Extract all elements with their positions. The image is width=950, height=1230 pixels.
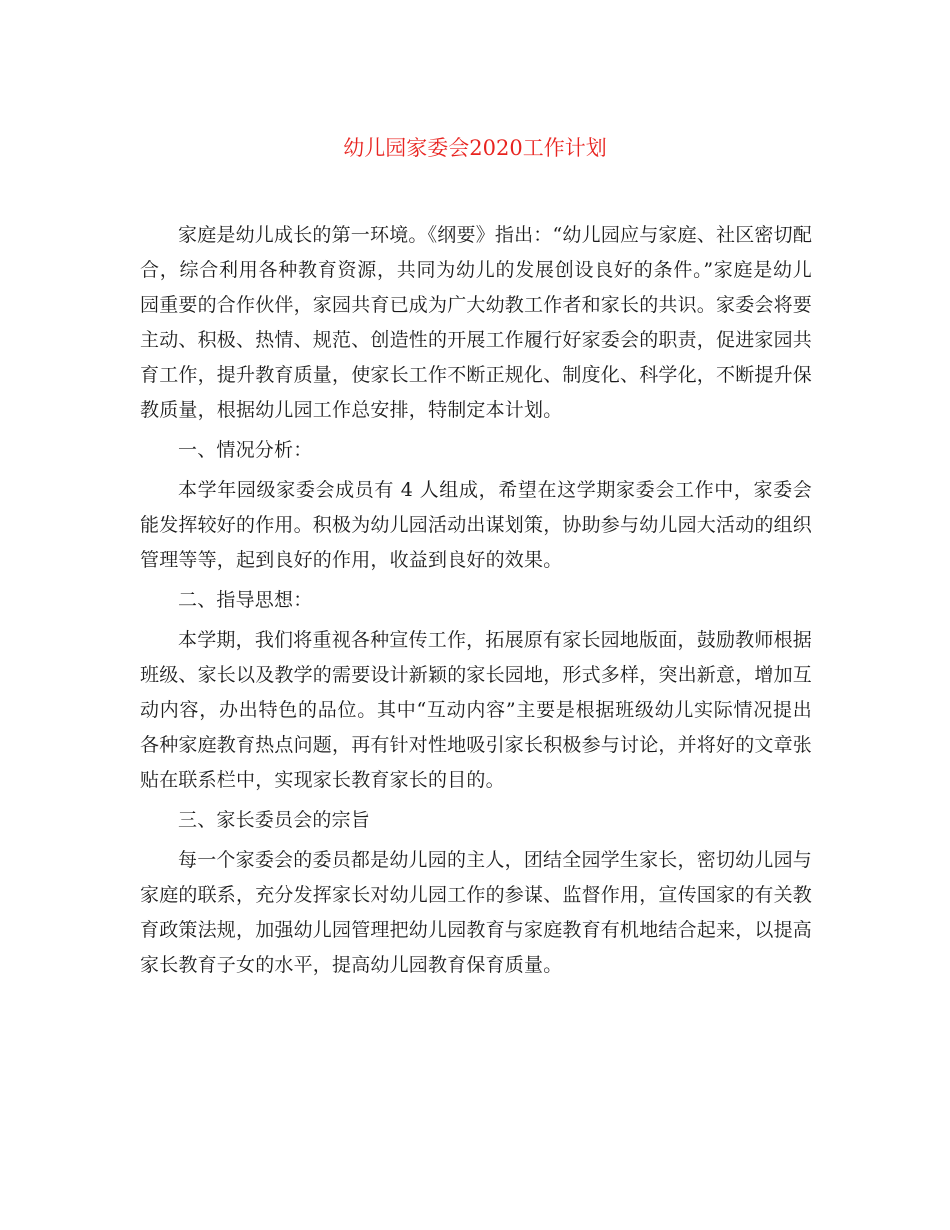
paragraph-committee-purpose: 每一个家委会的委员都是幼儿园的主人，团结全园学生家长，密切幼儿园与家庭的联系，充分发挥家长对幼儿园工作的参谋、监督作用，宣传国家的有关教育政策法规，加强幼儿园管理把幼儿园教育与家庭教育有机地结合起来，以提高家长教育子女的水平，提高幼儿园教育保育质量。: [140, 849, 813, 976]
heading-situation-analysis: 一、情况分析：: [178, 439, 313, 461]
heading-guiding-thought: 二、指导思想：: [178, 589, 313, 611]
paragraph-intro: 家庭是幼儿成长的第一环境。《纲要》指出：“幼儿园应与家庭、社区密切配合，综合利用各种教育资源，共同为幼儿的发展创设良好的条件。”家庭是幼儿园重要的合作伙伴，家园共育已成为广大幼教工作者和家长的共识。家委会将要主动、积极、热情、规范、创造性的开展工作履行好家委会的职责，促进家园共育工作，提升教育质量，使家长工作不断正规化、制度化、科学化，不断提升保教质量，根据幼儿园工作总安排，特制定本计划。: [140, 224, 813, 421]
document-body: [140, 218, 812, 988]
paragraph-situation-analysis: 本学年园级家委会成员有 4 人组成，希望在这学期家委会工作中，家委会能发挥较好的作用。积极为幼儿园活动出谋划策，协助参与幼儿园大活动的组织管理等等，起到良好的作用，收益到良好的效果。: [140, 479, 813, 571]
paragraph-guiding-thought: 本学期，我们将重视各种宣传工作，拓展原有家长园地版面，鼓励教师根据班级、家长以及教学的需要设计新颖的家长园地，形式多样，突出新意，增加互动内容，办出特色的品位。其中“互动内容”主要是根据班级幼儿实际情况提出各种家庭教育热点问题，再有针对性地吸引家长积极参与讨论，并将好的文章张贴在联系栏中，实现家长教育家长的目的。: [140, 629, 813, 791]
document-title: 幼儿园家委会2020工作计划: [343, 136, 607, 160]
heading-committee-purpose: 三、家长委员会的宗旨: [178, 809, 371, 831]
